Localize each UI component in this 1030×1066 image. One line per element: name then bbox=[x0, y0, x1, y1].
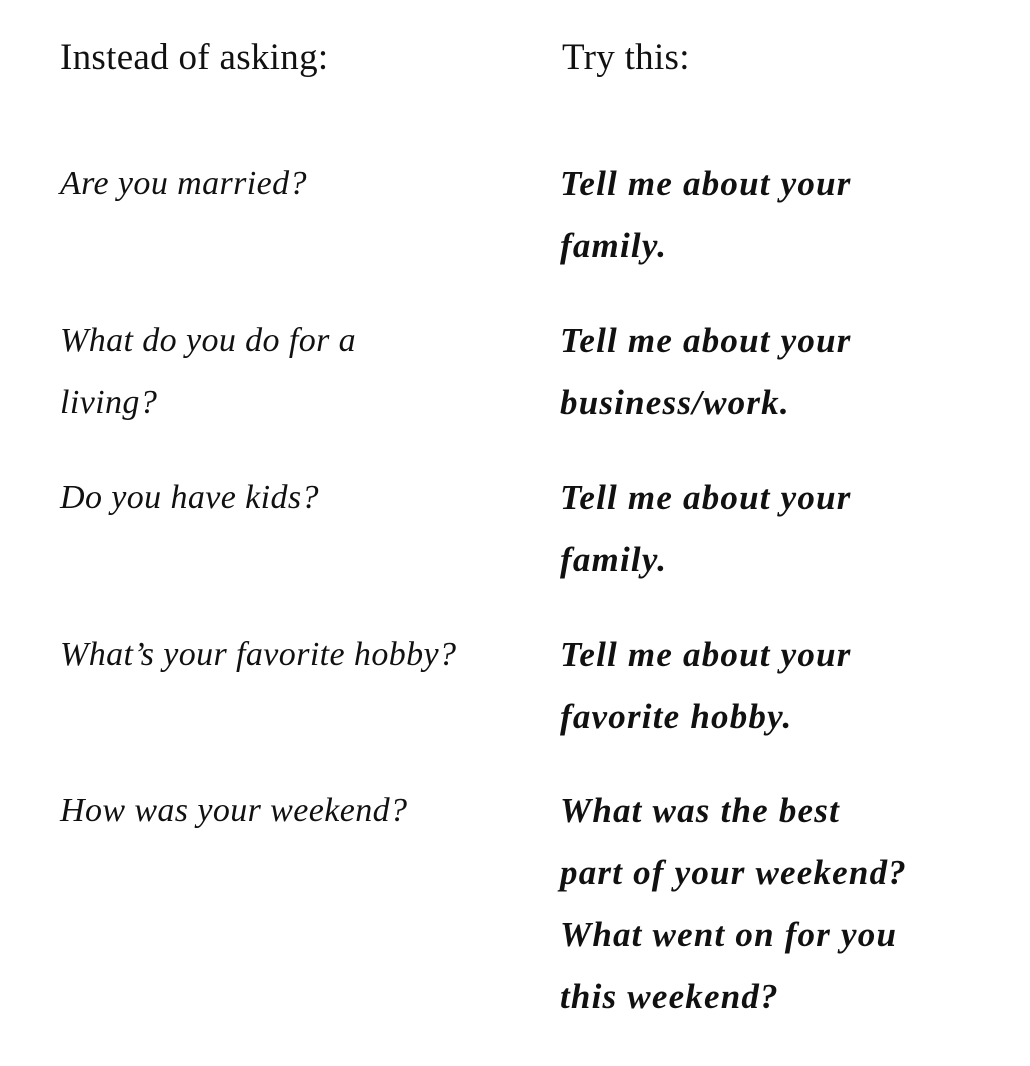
ask-line: How was your weekend? bbox=[60, 792, 408, 829]
try-line: Tell me about your bbox=[560, 478, 852, 517]
try-line: this weekend? bbox=[560, 977, 779, 1016]
try-suggestion bbox=[560, 780, 1000, 1028]
ask-line: living? bbox=[60, 384, 158, 421]
ask-line: What’s your favorite hobby? bbox=[60, 636, 457, 673]
ask-question bbox=[60, 467, 480, 529]
ask-question bbox=[60, 310, 480, 434]
ask-line: What do you do for a bbox=[60, 322, 357, 359]
try-line: favorite hobby. bbox=[560, 697, 793, 736]
try-line: Tell me about your bbox=[560, 635, 852, 674]
try-line: What went on for you bbox=[560, 915, 898, 954]
try-line: What was the best bbox=[560, 791, 841, 830]
ask-line: Are you married? bbox=[60, 165, 307, 202]
try-suggestion bbox=[560, 467, 1000, 591]
try-suggestion bbox=[560, 310, 1000, 434]
try-line: family. bbox=[560, 226, 668, 265]
try-suggestion bbox=[560, 624, 1000, 748]
try-line: part of your weekend? bbox=[560, 853, 907, 892]
try-line: Tell me about your bbox=[560, 321, 852, 360]
try-line: family. bbox=[560, 540, 668, 579]
ask-question bbox=[60, 780, 480, 842]
ask-question bbox=[60, 153, 480, 215]
try-line: Tell me about your bbox=[560, 164, 852, 203]
try-line: business/work. bbox=[560, 383, 790, 422]
ask-question bbox=[60, 624, 480, 686]
header-instead-of-asking: Instead of asking: bbox=[60, 37, 329, 78]
try-suggestion bbox=[560, 153, 1000, 277]
ask-line: Do you have kids? bbox=[60, 479, 319, 516]
header-try-this: Try this: bbox=[562, 37, 690, 78]
